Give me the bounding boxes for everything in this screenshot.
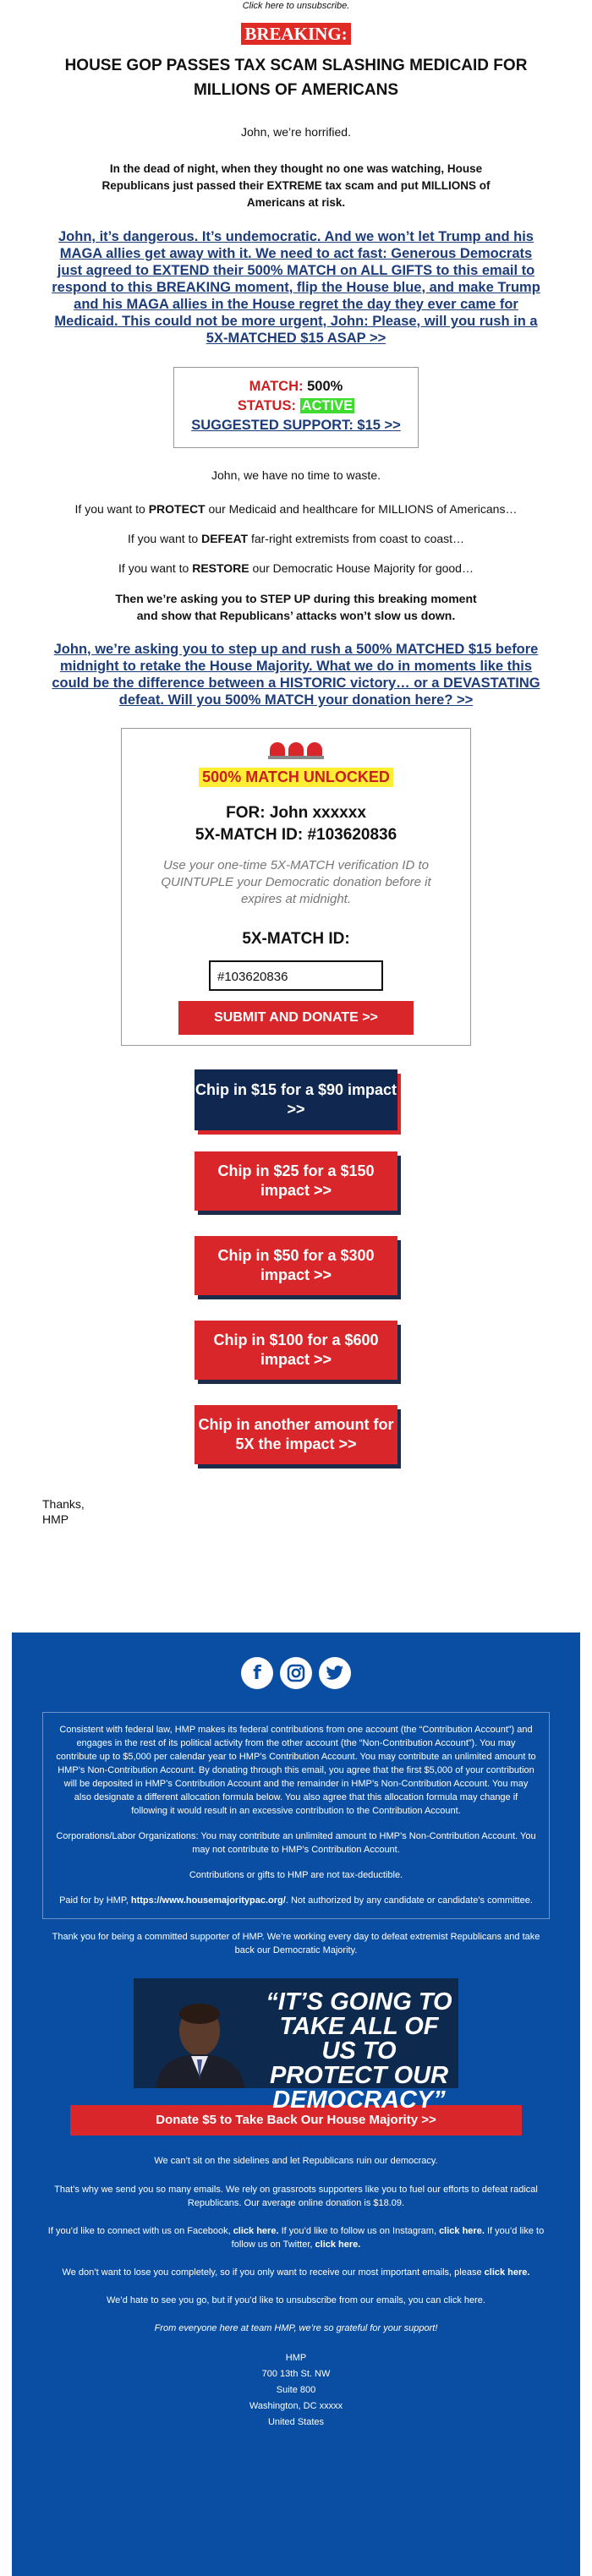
quote-text: “IT’S GOING TO TAKE ALL OF US TO PROTECT OUR DEMOCRACY” <box>266 1988 452 2114</box>
speaker-portrait <box>151 1995 252 2088</box>
address-line: United States <box>267 2417 325 2427</box>
chip-other-button[interactable]: Chip in another amount for 5X the impact >> <box>195 1405 397 1464</box>
address-line: Washington, DC xxxxx <box>249 2401 343 2411</box>
legal-disclaimer <box>42 1712 550 1919</box>
match-id-field[interactable]: #103620836 <box>209 960 383 991</box>
headline: HOUSE GOP PASSES TAX SCAM SLASHING MEDICAID FOR MILLIONS OF AMERICANS <box>64 57 528 99</box>
address-line: 700 13th St. NW <box>261 2369 331 2379</box>
no-time-text: John, we have no time to waste. <box>211 468 381 482</box>
facebook-link[interactable]: click here. <box>233 2226 279 2236</box>
status-badge: ACTIVE <box>301 398 354 413</box>
thanks-text: Thanks, <box>42 1497 85 1511</box>
submit-donate-button[interactable]: SUBMIT AND DONATE >> <box>178 1001 414 1035</box>
match-id-label: 5X-MATCH ID: <box>242 930 350 948</box>
grateful-text: From everyone here at team HMP, we’re so grateful for your support! <box>154 2323 438 2333</box>
legal-text: Corporations/Labor Organizations: You may contribute an unlimited amount to HMP’s Non-Contribution Account. You may not contribute to HMP’s Contribution Account. <box>56 1831 536 1855</box>
cant-sit-text: We can’t sit on the sidelines and let Republicans ruin our democracy. <box>154 2156 438 2166</box>
rush-donate-link[interactable]: John, we’re asking you to step up and rush a 500% MATCHED $15 before midnight to retake the House Majority. What we do in moments like this could be the difference between a HISTORIC victory… or a DEVASTATING defeat. Will you 500% MATCH your donation here? >> <box>52 642 540 708</box>
status-label: STATUS: <box>237 398 296 413</box>
defeat-line: If you want to DEFEAT far-right extremists from coast to coast… <box>127 532 465 545</box>
match-status-box <box>173 367 419 448</box>
intro-paragraph: In the dead of night, when they thought no one was watching, House Republicans just passed their EXTREME tax scam and put MILLIONS of Americans at risk. <box>101 162 491 209</box>
signoff-name: HMP <box>42 1512 69 1526</box>
fewer-emails-link[interactable]: click here. <box>484 2267 530 2278</box>
siren-icon <box>307 742 322 757</box>
step-up-text: Then we’re asking you to STEP UP during this breaking moment and show that Republicans’ attacks won’t slow us down. <box>115 592 477 622</box>
address-line: Suite 800 <box>276 2385 316 2395</box>
fewer-emails-text: We don’t want to lose you completely, so if you only want to receive our most important emails, please click here. <box>62 2267 530 2278</box>
verification-note: Use your one-time 5X-MATCH verification ID to QUINTUPLE your Democratic donation before it expires at midnight. <box>161 858 431 906</box>
connect-text: If you’d like to connect with us on Facebook, click here. If you’d like to follow us on Instagram, click here. If you’d like to follow us on Twitter, click here. <box>47 2226 545 2250</box>
siren-icons <box>122 742 470 759</box>
match-unlocked-banner: 500% MATCH UNLOCKED <box>199 768 393 787</box>
breaking-banner <box>0 24 592 45</box>
social-links <box>12 1657 580 1689</box>
siren-icon <box>288 742 304 757</box>
donate-5-button[interactable]: Donate $5 to Take Back Our House Majority >> <box>70 2105 522 2136</box>
for-name: FOR: John xxxxxx <box>226 804 366 822</box>
thank-you-text: Thank you for being a committed supporter of HMP. We’re working every day to defeat extremist Republicans and take back our Democratic Majority. <box>52 1932 540 1955</box>
chip-50-button[interactable]: Chip in $50 for a $300 impact >> <box>195 1236 397 1295</box>
legal-text: Consistent with federal law, HMP makes its federal contributions from one account (the “Contribution Account”) and engages in the rest of its political activity from the other account (the “Non-Contribution Account”). You may contribute up to $5,000 per calendar year to HMP’s Contribution Account. You may contribute an unlimited amount to HMP’s Non-Contribution Account. By donating through this email, you agree that the first $5,000 of your contribution will be deposited in HMP’s Contribution Account and the remainder in HMP’s Non-Contribution Account. You may also designate a different allocation formula below. You also agree that this allocation formula may change if following it would result in an excessive contribution to the Contribution Account. <box>56 1725 536 1816</box>
restore-line: If you want to RESTORE our Democratic House Majority for good… <box>118 561 474 575</box>
match-label: MATCH: <box>249 379 304 394</box>
match-value: 500% <box>307 379 343 394</box>
protect-line: If you want to PROTECT our Medicaid and healthcare for MILLIONS of Americans… <box>74 502 518 516</box>
address-line: HMP <box>285 2353 307 2363</box>
urgent-donate-link[interactable]: John, it’s dangerous. It’s undemocratic. And we won’t let Trump and his MAGA allies get away with it. We need to act fast: Generous Democrats just agreed to EXTEND their 500% MATCH on ALL GIFTS to this email to respond to this BREAKING moment, flip the House blue, and make Trump and his MAGA allies in the House regret the day they ever came for Medicaid. This could not be more urgent, John: Please, will you rush in a 5X-MATCHED $15 ASAP >> <box>52 229 540 346</box>
chip-100-button[interactable]: Chip in $100 for a $600 impact >> <box>195 1321 397 1380</box>
paid-for-text: Paid for by HMP, https://www.housemajoritypac.org/. Not authorized by any candidate or candidate’s committee. <box>59 1895 533 1906</box>
why-emails-text: That’s why we send you so many emails. We rely on grassroots supporters like you to fuel our efforts to defeat radical Republicans. Our average online donation is $18.09. <box>54 2185 538 2208</box>
instagram-link[interactable]: click here. <box>439 2226 485 2236</box>
legal-text: Contributions or gifts to HMP are not tax-deductible. <box>189 1870 403 1880</box>
breaking-label: BREAKING: <box>241 23 350 45</box>
chip-25-button[interactable]: Chip in $25 for a $150 impact >> <box>195 1151 397 1211</box>
facebook-icon[interactable]: f <box>241 1657 273 1689</box>
website-link[interactable]: https://www.housemajoritypac.org/ <box>130 1895 286 1906</box>
match-id-line: 5X-MATCH ID: #103620836 <box>195 826 397 844</box>
twitter-icon[interactable] <box>319 1657 351 1689</box>
instagram-icon[interactable] <box>280 1657 312 1689</box>
twitter-link[interactable]: click here. <box>315 2240 361 2250</box>
quote-banner[interactable] <box>134 1978 458 2114</box>
signoff <box>42 1496 592 1527</box>
mailing-address <box>12 2350 580 2431</box>
greeting: John, we’re horrified. <box>241 125 351 139</box>
chip-15-button[interactable]: Chip in $15 for a $90 impact >> <box>195 1069 397 1130</box>
match-unlock-box <box>121 728 471 1046</box>
unsubscribe-text[interactable]: We’d hate to see you go, but if you’d like to unsubscribe from our emails, you can click here. <box>107 2295 485 2305</box>
footer <box>12 1633 580 2576</box>
unsubscribe-link[interactable]: Click here to unsubscribe. <box>242 1 350 11</box>
siren-icon <box>270 742 285 757</box>
suggested-support-link[interactable]: SUGGESTED SUPPORT: $15 >> <box>191 418 401 433</box>
